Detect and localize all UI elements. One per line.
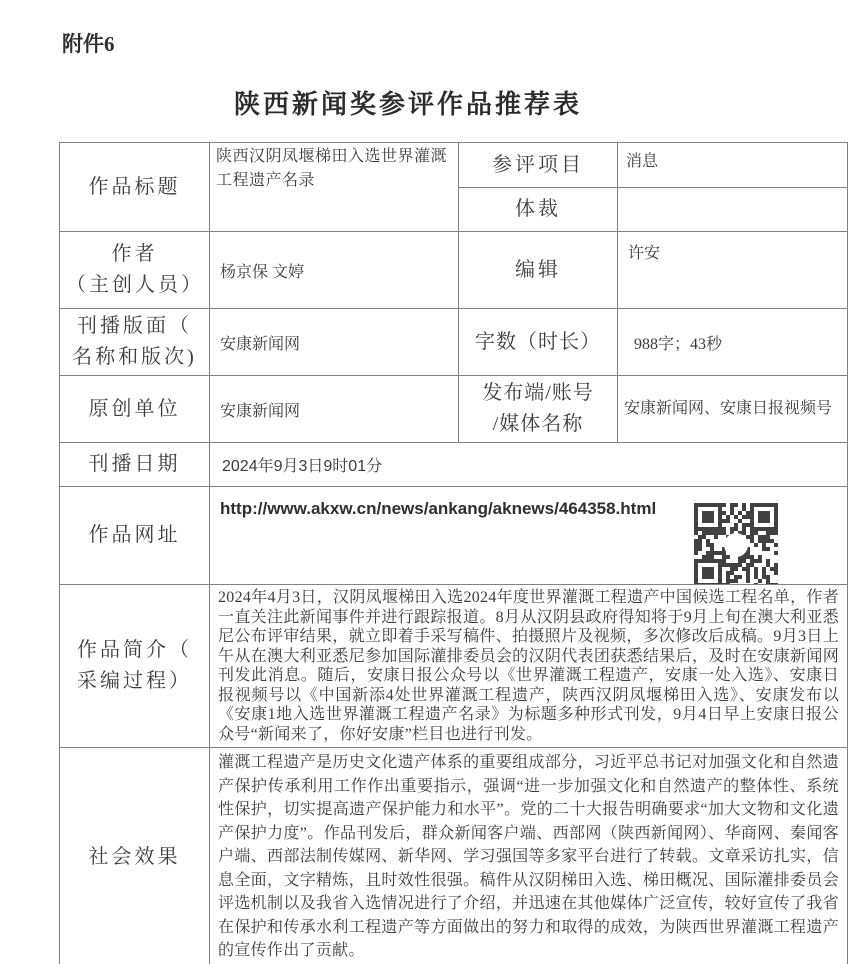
field-value-work-url-cell <box>210 487 848 585</box>
field-value-entry-category: 消息 <box>618 143 848 188</box>
field-value-author: 杨京保 文婷 <box>210 232 459 309</box>
field-value-social-effect: 灌溉工程遗产是历史文化遗产体系的重要组成部分，习近平总书记对加强文化和自然遗产保护传承利用工作作出重要指示，强调“进一步加强文化和自然遗产的整体性、系统性保护，切实提高遗产保护能力和水平”。党的二十大报告明确要求“加大文物和文化遗产保护力度”。作品刊发后，群众新闻客户端、西部网（陕西新闻网）、华商网、秦闻客户端、西部法制传媒网、新华网、学习强国等多家平台进行了转载。文章采访扎实，信息全面，文字精炼，且时效性很强。稿件从汉阴梯田入选、梯田概况、国际灌排委员会评选机制以及我省入选情况进行了介绍，并迅速在其他媒体广泛宣传，较好宣传了我省在保护和传承水利工程遗产等方面做出的努力和取得的成效，为陕西世界灌溉工程遗产的宣传作出了贡献。 <box>210 748 848 964</box>
field-value-work-intro: 2024年4月3日，汉阴凤堰梯田入选2024年度世界灌溉工程遗产中国候选工程名单，作者一直关注此新闻事件并进行跟踪报道。8月从汉阴县政府得知将于9月上旬在澳大利亚悉尼公布评审结果，就立即着手采写稿件、拍摄照片及视频，多次修改后成稿。9月3日上午从在澳大利亚悉尼参加国际灌排委员会的汉阴代表团获悉结果后，及时在安康新闻网刊发此消息。随后，安康日报公众号以《世界灌溉工程遗产，安康一处入选》、安康日报视频号以《中国新添4处世界灌溉工程遗产，陕西汉阴凤堰梯田入选》、安康发布以《安康1地入选世界灌溉工程遗产名录》为标题多种形式刊发，9月4日早上安康日报公众号“新闻来了，你好安康”栏目也进行刊发。 <box>210 585 848 748</box>
publication-section-label-line1: 刊播版面（ <box>77 315 192 337</box>
recommendation-form-table <box>59 142 848 964</box>
work-intro-label-line1: 作品简介（ <box>77 639 192 661</box>
page-title: 陕西新闻奖参评作品推荐表 <box>233 90 582 119</box>
field-value-publish-date: 2024年9月3日9时01分 <box>210 443 848 487</box>
field-value-genre <box>618 188 848 232</box>
author-label-line2: （主创人员） <box>66 274 204 296</box>
row-original-unit <box>60 376 848 443</box>
attachment-label: 附件6 <box>62 32 115 56</box>
field-value-publish-account: 安康新闻网、安康日报视频号 <box>618 376 848 443</box>
field-value-word-count: 988字；43秒 <box>618 309 848 376</box>
field-label-genre: 体裁 <box>459 188 618 232</box>
row-work-intro <box>60 585 848 748</box>
field-label-editor: 编辑 <box>459 232 618 309</box>
field-value-editor: 许安 <box>618 232 848 309</box>
field-label-social-effect: 社会效果 <box>60 748 210 964</box>
field-label-publish-account <box>459 376 618 443</box>
field-label-original-unit: 原创单位 <box>60 376 210 443</box>
row-work-title-top <box>60 143 848 188</box>
author-label-line1: 作者 <box>111 243 158 265</box>
work-intro-label-line2: 采编过程） <box>77 670 192 692</box>
field-label-author <box>60 232 210 309</box>
field-label-work-intro <box>60 585 210 748</box>
row-publication-section <box>60 309 848 376</box>
field-label-publish-date: 刊播日期 <box>60 443 210 487</box>
row-social-effect <box>60 748 848 964</box>
qr-code-icon <box>694 503 778 585</box>
row-work-url <box>60 487 848 585</box>
field-label-entry-category: 参评项目 <box>459 143 618 188</box>
publication-section-label-line2: 名称和版次) <box>72 346 197 368</box>
field-value-work-title: 陕西汉阴凤堰梯田入选世界灌溉工程遗产名录 <box>210 143 459 232</box>
publish-account-label-line2: /媒体名称 <box>492 413 584 435</box>
field-label-publication-section <box>60 309 210 376</box>
row-author <box>60 232 848 309</box>
field-label-word-count: 字数（时长） <box>459 309 618 376</box>
field-label-work-url: 作品网址 <box>60 487 210 585</box>
work-url-text: http://www.akxw.cn/news/ankang/aknews/464358.html <box>220 499 657 518</box>
field-label-work-title: 作品标题 <box>60 143 210 232</box>
publish-account-label-line1: 发布端/账号 <box>482 382 594 404</box>
field-value-original-unit: 安康新闻网 <box>210 376 459 443</box>
row-publish-date <box>60 443 848 487</box>
field-value-publication-section: 安康新闻网 <box>210 309 459 376</box>
